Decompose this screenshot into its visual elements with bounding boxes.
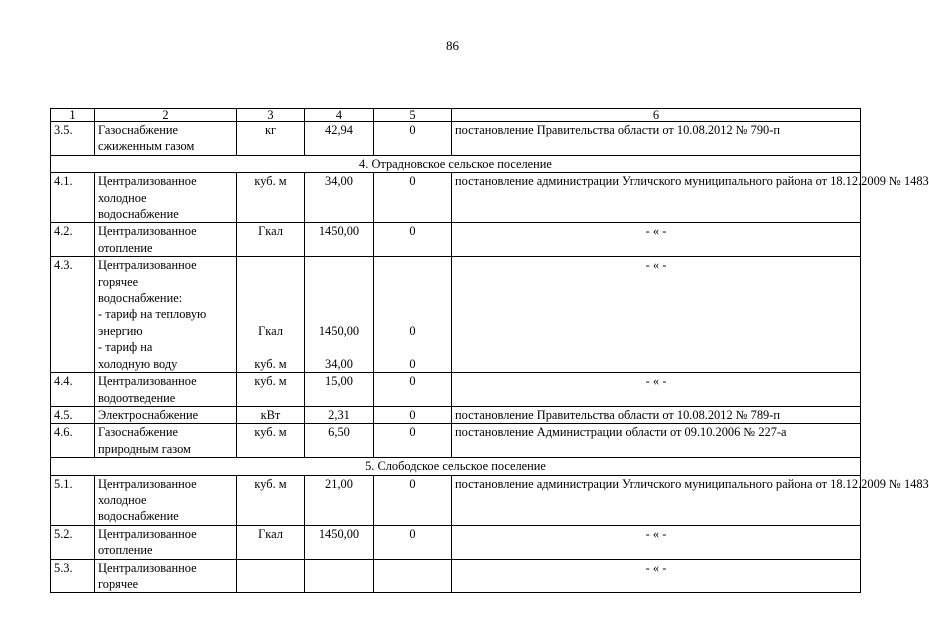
service-name (95, 525, 237, 559)
unit: куб. м (237, 373, 305, 407)
column-header: 3 (237, 109, 305, 122)
service-name-line: Централизованное (98, 224, 197, 239)
table-row (51, 257, 861, 373)
tariff-value: 6,50 (305, 424, 374, 458)
service-name-line: Централизованное (98, 526, 197, 541)
table-row (51, 406, 861, 423)
service-name-line: Централизованное (98, 476, 197, 491)
tariff-value (305, 559, 374, 593)
service-name-line: Централизованное (98, 374, 197, 389)
unit: кг (237, 122, 305, 156)
service-name-line: горячее (98, 576, 139, 591)
unit: куб. м (237, 475, 305, 525)
table-row (51, 559, 861, 593)
service-name-line: - тариф на (98, 340, 153, 355)
service-name-line: холодную воду (98, 356, 178, 371)
table-row (51, 122, 861, 156)
service-name-line: отопление (98, 543, 153, 558)
unit: куб. м (237, 173, 305, 223)
column-header: 2 (95, 109, 237, 122)
service-name-line: холодное (98, 190, 147, 205)
unit: Гкал (237, 525, 305, 559)
service-name-line: энергию (98, 323, 143, 338)
unit: Гкал (237, 223, 305, 257)
regulation-doc: постановление администрации Угличского муниципального района от 18.12.2009 № 1483 (452, 173, 861, 223)
service-name-line: водоснабжение: (98, 291, 183, 306)
column-header: 4 (305, 109, 374, 122)
service-name (95, 257, 237, 373)
unit: куб. м (237, 424, 305, 458)
tariff-value: 15,00 (305, 373, 374, 407)
regulation-doc: постановление Правительства области от 10.08.2012 № 790-п (452, 122, 861, 156)
service-name-line: Газоснабжение (98, 123, 178, 137)
service-name-line: Электроснабжение (98, 407, 199, 422)
tariff-value: 42,94 (305, 122, 374, 156)
tariff-value: 1450,00 (305, 223, 374, 257)
zero-value: 0 (374, 373, 452, 407)
regulation-doc: постановление Правительства области от 10.08.2012 № 789-п (452, 406, 861, 423)
service-name (95, 223, 237, 257)
service-name (95, 173, 237, 223)
row-number: 4.4. (51, 373, 95, 407)
service-name (95, 559, 237, 593)
row-number: 4.5. (51, 406, 95, 423)
zero-value: 0 (374, 475, 452, 525)
tariff-value: 21,00 (305, 475, 374, 525)
column-header: 1 (51, 109, 95, 122)
service-name-line: горячее (98, 274, 139, 289)
service-name-line: - тариф на тепловую (98, 307, 207, 322)
table-row (51, 373, 861, 407)
service-name-line: холодное (98, 492, 147, 507)
zero-value-water: 0 (409, 356, 416, 371)
unit: кВт (237, 406, 305, 423)
tariff-value: 34,00 (305, 173, 374, 223)
row-number: 4.2. (51, 223, 95, 257)
tariff-table (50, 108, 929, 593)
service-name-line: Централизованное (98, 258, 197, 273)
row-number: 4.1. (51, 173, 95, 223)
section-row (51, 155, 861, 172)
service-name-line: Газоснабжение (98, 425, 178, 440)
service-name-line: сжиженным газом (98, 139, 195, 154)
zero-value: 0 (374, 122, 452, 156)
tariff-value-water: 34,00 (325, 356, 353, 371)
regulation-doc: - « - (452, 223, 861, 257)
row-number: 5.1. (51, 475, 95, 525)
section-title: 5. Слободское сельское поселение (51, 458, 861, 475)
zero-value: 0 (374, 424, 452, 458)
service-name (95, 406, 237, 423)
page-number: 86 (446, 38, 459, 53)
regulation-doc: постановление администрации Угличского муниципального района от 18.12.2009 № 1483 (452, 475, 861, 525)
regulation-doc: - « - (452, 525, 861, 559)
service-name (95, 122, 237, 156)
row-number: 5.2. (51, 525, 95, 559)
service-name-line: водоснабжение (98, 207, 179, 222)
zero-value (374, 559, 452, 593)
unit (237, 559, 305, 593)
unit (237, 257, 305, 373)
service-name-line: отопление (98, 240, 153, 255)
service-name-line: водоснабжение (98, 509, 179, 524)
table-row (51, 173, 861, 223)
service-name-line: Централизованное (98, 174, 197, 189)
section-row (51, 458, 861, 475)
service-name (95, 424, 237, 458)
table-row (51, 424, 861, 458)
table-row (51, 223, 861, 257)
row-number: 5.3. (51, 559, 95, 593)
tariff-value (305, 257, 374, 373)
regulation-doc: постановление Администрации области от 09.10.2006 № 227-а (452, 424, 861, 458)
row-number: 4.3. (51, 257, 95, 373)
regulation-doc: - « - (452, 559, 861, 593)
row-number: 3.5. (51, 122, 95, 156)
tariff-value: 1450,00 (305, 525, 374, 559)
service-name-line: водоотведение (98, 390, 176, 405)
section-title: 4. Отрадновское сельское поселение (51, 155, 861, 172)
column-header: 5 (374, 109, 452, 122)
zero-value (374, 257, 452, 373)
zero-value: 0 (374, 525, 452, 559)
zero-value: 0 (374, 173, 452, 223)
unit-water: куб. м (254, 356, 287, 371)
regulation-doc: - « - (452, 257, 861, 373)
service-name (95, 475, 237, 525)
zero-value: 0 (374, 406, 452, 423)
zero-value: 0 (374, 223, 452, 257)
unit-heat: Гкал (258, 323, 283, 338)
service-name (95, 373, 237, 407)
service-name-line: природным газом (98, 441, 191, 456)
regulation-doc: - « - (452, 373, 861, 407)
zero-value-heat: 0 (409, 323, 416, 338)
tariff-value: 2,31 (305, 406, 374, 423)
table-row (51, 475, 861, 525)
service-name-line: Централизованное (98, 560, 197, 575)
column-header: 6 (452, 109, 861, 122)
tariff-value-heat: 1450,00 (318, 323, 360, 338)
row-number: 4.6. (51, 424, 95, 458)
table-row (51, 525, 861, 559)
table-header-row (51, 109, 861, 122)
